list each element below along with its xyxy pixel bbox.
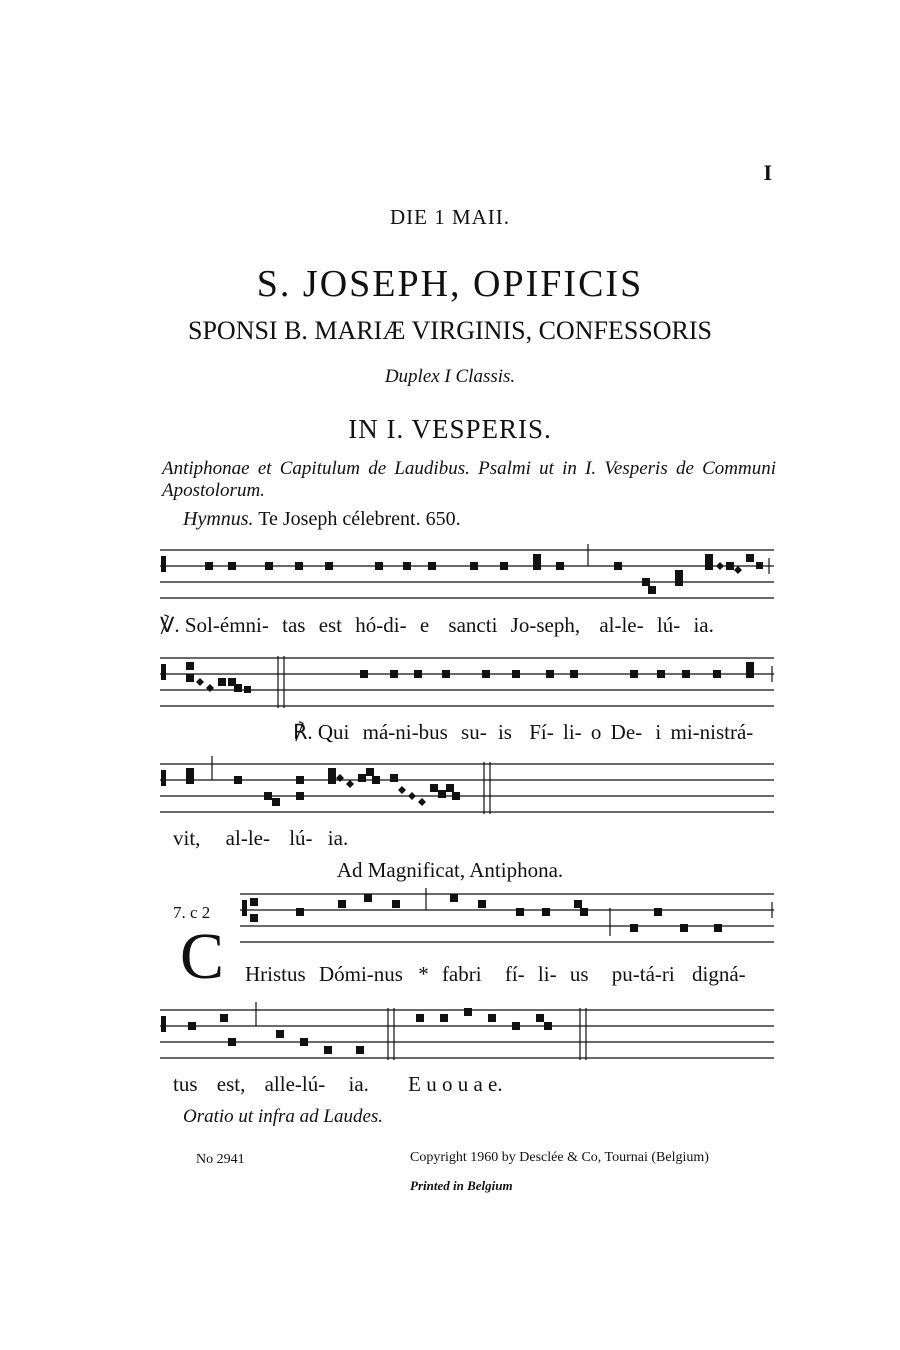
lyric-syllable: ia. — [348, 1072, 369, 1096]
oratio-rubric: Oratio ut infra ad Laudes. — [183, 1106, 384, 1127]
lyric-syllable: Dómi-nus — [318, 962, 403, 986]
rubric-text: Antiphonae et Capitulum de Laudibus. Psalmi ut in I. Vesperis de Communi Apostolorum. — [162, 458, 776, 501]
lyric-syllable: est — [318, 613, 343, 637]
lyric-syllable: tas — [282, 613, 306, 637]
lyric-syllable: al-le- — [225, 826, 270, 850]
chant-staff-4 — [240, 888, 776, 950]
lyric-syllable: hó-di- — [355, 613, 407, 637]
mode-label: 7. c 2 — [173, 903, 211, 922]
lyric-syllable: tus — [173, 1072, 198, 1096]
printed-line: Printed in Belgium — [410, 1178, 513, 1193]
hymn-line — [183, 508, 461, 531]
versicle-line — [160, 613, 714, 638]
lyric-syllable: o — [590, 720, 602, 744]
chant-staff-1 — [160, 544, 776, 606]
chant-staff-3 — [160, 756, 776, 824]
antiphon-end-line — [173, 1072, 503, 1097]
lyric-syllable: al-le- — [599, 613, 644, 637]
euouae: E u o u a e. — [408, 1072, 503, 1096]
lyric-syllable: lú- — [289, 826, 313, 850]
antiphon-heading: Ad Magnificat, Antiphona. — [336, 858, 564, 882]
lyric-syllable: li- — [537, 962, 557, 986]
lyric-syllable: alle-lú- — [264, 1072, 326, 1096]
copyright-line: Copyright 1960 by Desclée & Co, Tournai (Belgium) — [410, 1150, 709, 1165]
feast-rank: Duplex I Classis. — [384, 366, 516, 387]
lyric-syllable: De- — [610, 720, 643, 744]
lyric-syllable: digná- — [692, 962, 746, 986]
hymn-text: Te Joseph célebrent. 650. — [258, 508, 461, 530]
lyric-syllable: Jo-seph, — [510, 613, 581, 637]
lyric-syllable: má-ni-bus — [362, 720, 448, 744]
catalog-number: No 2941 — [196, 1152, 245, 1167]
lyric-syllable: vit, — [173, 826, 201, 850]
lyric-syllable: Fí- — [529, 720, 554, 744]
response-end-line — [173, 826, 348, 851]
lyric-syllable: fí- — [504, 962, 525, 986]
response-line — [293, 720, 753, 745]
chant-staff-5 — [160, 1002, 776, 1066]
lyric-syllable: us — [569, 962, 589, 986]
lyric-syllable: e — [419, 613, 430, 637]
lyric-syllable: pu-tá-ri — [611, 962, 675, 986]
feast-subtitle: SPONSI B. MARIÆ VIRGINIS, CONFESSORIS — [188, 316, 712, 345]
lyric-syllable: ℟. Qui — [293, 720, 350, 744]
page-number: I — [763, 160, 772, 185]
lyric-syllable: * — [418, 962, 429, 986]
lyric-syllable: mi-nistrá- — [670, 720, 754, 744]
lyric-syllable: fabri — [441, 962, 482, 986]
lyric-syllable: sancti — [448, 613, 498, 637]
antiphon-line — [245, 962, 746, 987]
hymn-label: Hymnus. — [183, 508, 254, 530]
chant-staff-2 — [160, 652, 776, 718]
feast-title: S. JOSEPH, OPIFICIS — [256, 263, 644, 305]
lyric-syllable: Hristus — [245, 962, 306, 986]
lyric-syllable: ia. — [327, 826, 349, 850]
lyric-syllable: ia. — [693, 613, 714, 637]
lyric-syllable: lú- — [656, 613, 681, 637]
lyric-syllable: su- — [461, 720, 487, 744]
lyric-syllable: ℣. Sol-émni- — [160, 613, 269, 637]
lyric-syllable: is — [497, 720, 512, 744]
lyric-syllable: li- — [562, 720, 582, 744]
drop-cap: C — [180, 920, 225, 993]
hour-heading: IN I. VESPERIS. — [348, 414, 552, 444]
lyric-syllable: est, — [216, 1072, 246, 1096]
lyric-syllable: i — [655, 720, 662, 744]
date-heading: DIE 1 MAII. — [389, 205, 511, 229]
